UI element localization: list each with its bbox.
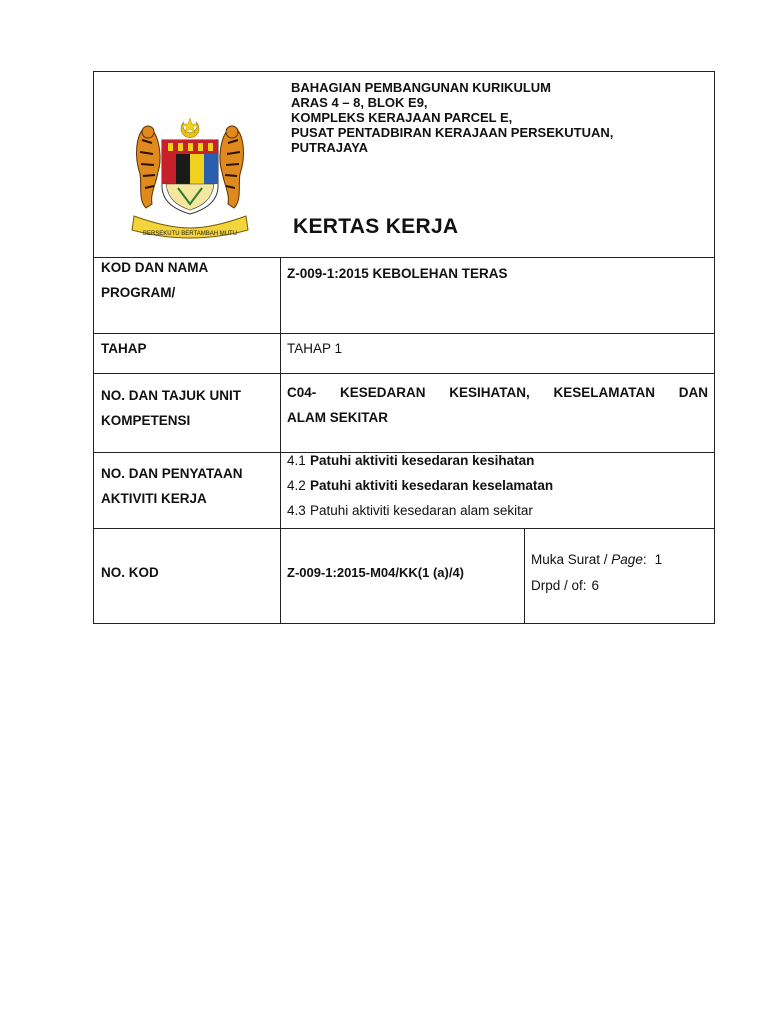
address-line: KOMPLEKS KERAJAAN PARCEL E, <box>291 110 513 125</box>
row-divider <box>94 528 714 529</box>
program-label <box>101 255 208 305</box>
address-line: PUSAT PENTADBIRAN KERAJAAN PERSEKUTUAN, <box>291 125 614 140</box>
address-line: PUTRAJAYA <box>291 140 369 155</box>
program-label-line1: KOD DAN NAMA <box>101 260 209 275</box>
activity-number: 4.3 <box>287 503 306 518</box>
activity-text: Patuhi aktiviti kesedaran alam sekitar <box>310 503 533 518</box>
unit-label-line2: KOMPETENSI <box>101 413 191 428</box>
kod-label: NO. KOD <box>101 565 159 580</box>
activity-item <box>287 453 534 468</box>
activity-text: Patuhi aktiviti kesedaran keselamatan <box>310 478 554 493</box>
activities-label-line2: AKTIVITI KERJA <box>101 491 207 506</box>
activity-item <box>287 503 533 518</box>
unit-word: KESELAMATAN <box>553 385 655 400</box>
institution-address <box>291 80 613 155</box>
program-label-line2: PROGRAM/ <box>101 285 176 300</box>
column-divider <box>280 257 281 624</box>
document-title: KERTAS KERJA <box>293 215 459 238</box>
activity-text: Patuhi aktiviti kesedaran kesihatan <box>310 453 535 468</box>
unit-value-line1 <box>287 380 708 405</box>
page-label: Muka Surat / <box>531 552 612 567</box>
activities-label <box>101 461 243 511</box>
page-number-line <box>531 552 662 568</box>
page-label-colon: : <box>642 552 647 567</box>
unit-label-line1: NO. DAN TAJUK UNIT <box>101 388 241 403</box>
unit-word: KESIHATAN, <box>449 385 530 400</box>
malaysia-coat-of-arms-logo <box>126 116 254 240</box>
tahap-label: TAHAP <box>101 341 147 356</box>
activities-label-line1: NO. DAN PENYATAAN <box>101 466 243 481</box>
unit-word: DAN <box>678 385 708 400</box>
page-number: 1 <box>654 552 663 567</box>
total-pages-line <box>531 578 599 594</box>
activity-item <box>287 478 553 493</box>
total-pages: 6 <box>591 578 600 593</box>
svg-text:BERSEKUTU BERTAMBAH MUTU: BERSEKUTU BERTAMBAH MUTU <box>142 231 238 237</box>
unit-word: KESEDARAN <box>340 385 426 400</box>
document-header-table <box>93 71 715 624</box>
of-label: Drpd / of: <box>531 578 587 593</box>
unit-value-line2: ALAM SEKITAR <box>287 410 388 425</box>
address-line: ARAS 4 – 8, BLOK E9, <box>291 95 428 110</box>
row-divider <box>94 373 714 374</box>
activity-number: 4.1 <box>287 453 306 468</box>
activity-number: 4.2 <box>287 478 306 493</box>
column-divider <box>524 528 525 624</box>
row-divider <box>94 333 714 334</box>
address-line: BAHAGIAN PEMBANGUNAN KURIKULUM <box>291 80 551 95</box>
kod-value: Z-009-1:2015-M04/KK(1 (a)/4) <box>287 565 465 580</box>
tahap-value: TAHAP 1 <box>287 341 343 356</box>
unit-word: C04- <box>287 385 317 400</box>
page-label-italic: Page <box>611 552 643 567</box>
unit-label <box>101 383 241 433</box>
program-value: Z-009-1:2015 KEBOLEHAN TERAS <box>287 266 508 281</box>
unit-value <box>287 380 708 430</box>
